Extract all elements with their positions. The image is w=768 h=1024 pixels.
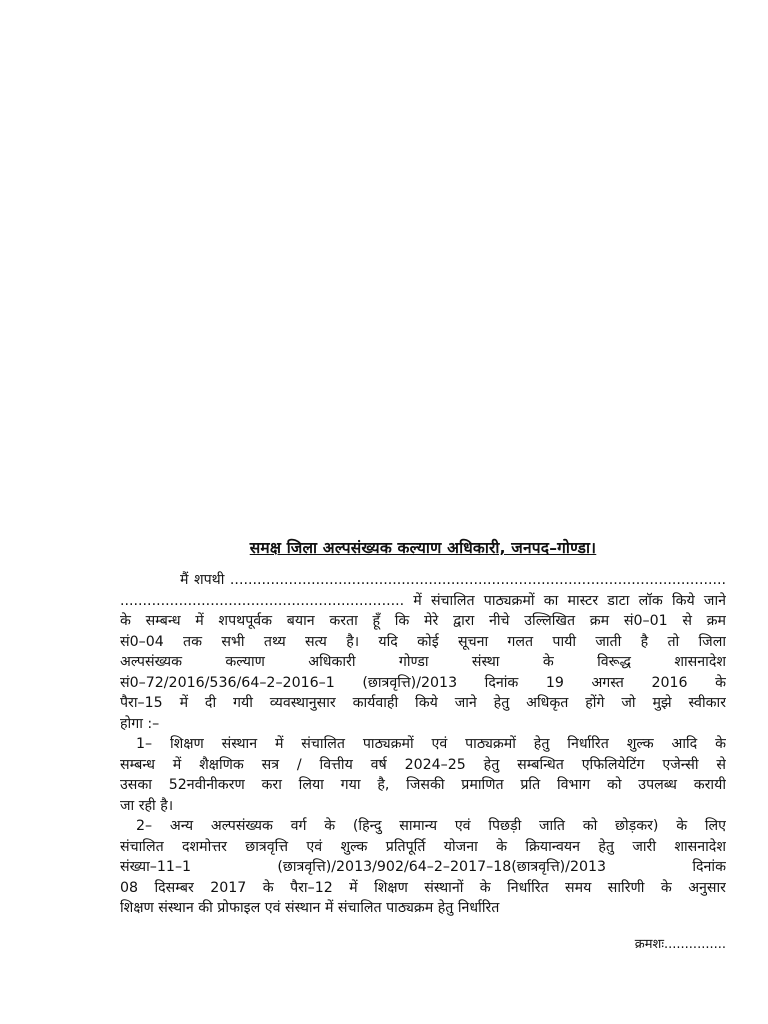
point-1-line: उसका 52नवीनीकरण करा लिया गया है, जिसकी प्रमाणित प्रति विभाग को उपलब्ध करायी — [120, 777, 726, 793]
intro-line: मैं शपथी .............................................................................................................. — [180, 572, 726, 588]
intro-line: ............................................................... में संचालित पाठ्यक्रमों का मास्टर डाटा लॉक किये जाने — [120, 592, 726, 609]
point-1-line: 1– शिक्षण संस्थान में संचालित पाठ्यक्रमों एवं पाठ्यक्रमों हेतु निर्धारित शुल्क आदि के — [136, 736, 726, 752]
affidavit-body — [120, 570, 726, 919]
point-2-line: 08 दिसम्बर 2017 के पैरा–12 में शिक्षण संस्थानों के निर्धारित समय सारिणी के अनुसार — [120, 879, 726, 896]
page-title: समक्ष जिला अल्पसंख्यक कल्याण अधिकारी, जनपद–गोण्डा। — [249, 539, 597, 557]
intro-line: सं0–04 तक सभी तथ्य सत्य है। यदि कोई सूचना गलत पायी जाती है तो जिला — [120, 633, 726, 650]
intro-line: अल्पसंख्यक कल्याण अधिकारी गोण्डा संस्था के विरूद्ध शासनादेश — [120, 654, 726, 670]
point-2-line: संख्या–11–1 (छात्रवृत्ति)/2013/902/64–2–2017–18(छात्रवृत्ति)/2013 दिनांक — [120, 859, 726, 875]
point-2-line: संचालित दशमोत्तर छात्रवृत्ति एवं शुल्क प्रतिपूर्ति योजना के क्रियान्वयन हेतु जारी शासनादेश — [120, 838, 726, 855]
point-1-line: जा रही है। — [120, 797, 174, 814]
intro-line: होगा :– — [120, 715, 160, 732]
intro-line: सं0–72/2016/536/64–2–2016–1 (छात्रवृत्ति)/2013 दिनांक 19 अगस्त 2016 के — [120, 674, 726, 691]
point-1-line: सम्बन्ध में शैक्षणिक सत्र / वित्तीय वर्ष 2024–25 हेतु सम्बन्धित एफिलियेटिंग एजेन्सी से — [120, 756, 726, 773]
point-2-line: 2– अन्य अल्पसंख्यक वर्ग के (हिन्दु सामान्य एवं पिछड़ी जाति को छोड़कर) के लिए — [136, 818, 726, 834]
intro-line: पैरा–15 में दी गयी व्यवस्थानुसार कार्यवाही किये जाने हेतु अधिकृत होंगे जो मुझे स्वीकार — [120, 695, 726, 711]
continued-marker: क्रमशः............... — [634, 937, 726, 952]
point-2-line: शिक्षण संस्थान की प्रोफाइल एवं संस्थान में संचालित पाठ्यक्रम हेतु निर्धारित — [120, 900, 500, 916]
intro-line: के सम्बन्ध में शपथपूर्वक बयान करता हूँ कि मेरे द्वारा नीचे उल्लिखित क्रम सं0–01 से क्रम — [120, 613, 726, 629]
